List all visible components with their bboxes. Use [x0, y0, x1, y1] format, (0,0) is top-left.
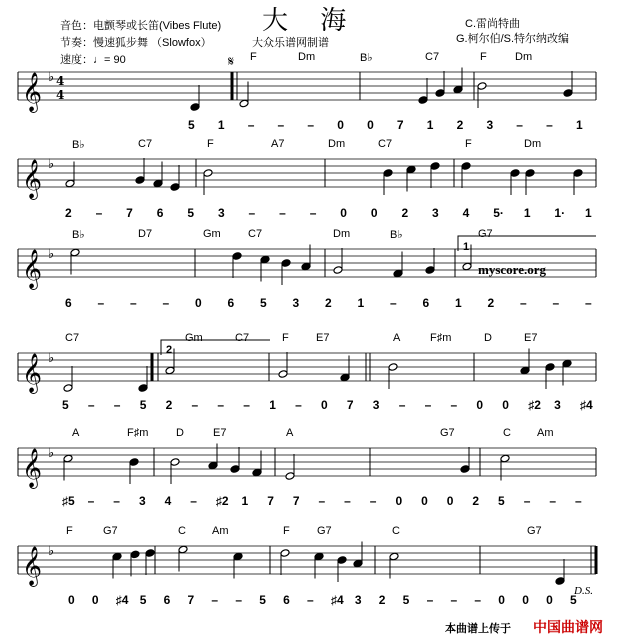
note-head [340, 373, 350, 382]
chord-symbol: F♯m [127, 427, 149, 439]
chord-symbol: Dm [328, 138, 346, 150]
jianpu-note: 7 [126, 206, 133, 220]
jianpu-note: 7 [346, 398, 354, 412]
score-title: 大 海 [262, 6, 359, 36]
note-head [232, 252, 242, 261]
jianpu-note: ♯4 [115, 593, 129, 607]
jianpu-note: 3 [292, 296, 300, 310]
jianpu-note: – [97, 296, 105, 310]
jianpu-note: ♯2 [528, 398, 541, 412]
jianpu-note: 6 [227, 296, 235, 310]
jianpu-note: 0 [340, 206, 347, 220]
jianpu-note: 3 [432, 206, 439, 220]
jianpu-note: 7 [267, 494, 274, 508]
jianpu-note: – [585, 296, 592, 310]
jianpu-note: 5· [493, 206, 504, 220]
rhythm-info: 节奏：慢速狐步舞 （Slowfox） [60, 37, 212, 49]
chord-symbol: F [207, 138, 214, 150]
note-head [563, 89, 573, 98]
jianpu-note: – [217, 398, 225, 412]
jianpu-note: 3 [217, 206, 225, 220]
jianpu-note: 2 [65, 206, 72, 220]
jianpu-note: 3 [354, 593, 362, 607]
chord-symbol: C7 [248, 228, 263, 240]
note-head [477, 82, 487, 91]
jianpu-note: 2 [487, 296, 495, 310]
jianpu-note: 6 [283, 593, 290, 607]
jianpu-note: 6 [156, 206, 164, 220]
note-head [138, 384, 148, 393]
jianpu-note: 5 [570, 593, 577, 607]
jianpu-note: – [546, 118, 553, 132]
jianpu-note: 2 [401, 206, 409, 220]
chord-symbol: Dm [524, 138, 542, 150]
jianpu-note: – [450, 398, 458, 412]
jianpu-note: – [424, 398, 432, 412]
jianpu-note: 5 [188, 118, 195, 132]
jianpu-note: – [162, 296, 170, 310]
chord-symbol: C [178, 525, 186, 537]
jianpu-note: 0 [498, 593, 505, 607]
jianpu-note: – [87, 494, 95, 508]
jianpu-note: 1 [585, 206, 592, 220]
jianpu-note: – [248, 206, 256, 220]
note-head [555, 577, 565, 586]
jianpu-note: – [549, 494, 557, 508]
jianpu-note: 1 [576, 118, 583, 132]
chord-symbol: B♭ [390, 229, 403, 241]
jianpu-note: 0 [321, 398, 328, 412]
treble-clef-icon: 𝄞 [22, 249, 43, 289]
jianpu-note: – [398, 398, 406, 412]
note-head [170, 458, 180, 467]
note-head [63, 384, 73, 393]
flat-sign: ♭ [48, 247, 55, 263]
jianpu-note: 5 [402, 593, 410, 607]
jianpu-note: – [390, 296, 397, 310]
jianpu-note: – [516, 118, 523, 132]
staff-lines [18, 54, 596, 587]
jianpu-note: 5 [62, 398, 69, 412]
chord-symbol: Dm [298, 51, 316, 63]
note-head [153, 179, 163, 188]
flat-sign: ♭ [48, 446, 55, 462]
note-head [393, 269, 403, 278]
jianpu-note: – [295, 398, 302, 412]
note-head [130, 550, 140, 559]
jianpu-note: 1 [523, 206, 531, 220]
jianpu-note: – [235, 593, 243, 607]
jianpu-note: – [318, 494, 326, 508]
jianpu-note: – [211, 593, 219, 607]
jianpu-note: 1 [269, 398, 276, 412]
jianpu-note: – [575, 494, 582, 508]
chord-symbol: A7 [271, 138, 285, 150]
jianpu-note: – [369, 494, 377, 508]
note-head [203, 169, 213, 178]
note-head [389, 552, 399, 561]
jianpu-note: 5 [187, 206, 195, 220]
chord-symbol: F [283, 525, 290, 537]
jianpu-note: 7 [292, 494, 300, 508]
chord-symbol: B♭ [360, 52, 373, 64]
chord-symbol: Am [212, 525, 229, 537]
note-head [430, 162, 440, 171]
note-head [383, 169, 393, 178]
jianpu-note: 1 [241, 494, 249, 508]
note-head [135, 176, 145, 185]
jianpu-note: – [191, 398, 199, 412]
chord-symbol: A [72, 427, 80, 439]
chord-symbol: A [393, 332, 401, 344]
time-signature-top: 4 [56, 74, 65, 88]
jianpu-note: – [307, 118, 315, 132]
jianpu-note: 2 [456, 118, 464, 132]
chord-symbol: G7 [478, 228, 493, 240]
jianpu-note: – [113, 398, 121, 412]
jianpu-note: 1 [426, 118, 434, 132]
treble-clef-icon: 𝄞 [22, 72, 43, 112]
jianpu-note: 6 [163, 593, 171, 607]
composer-info: C.雷尚特曲 [465, 18, 520, 30]
jianpu-note: 5 [260, 296, 267, 310]
jianpu-note: 0 [421, 494, 428, 508]
note-head [545, 363, 555, 372]
jianpu-note: 0 [522, 593, 529, 607]
ds-mark: D.S. [574, 585, 593, 597]
note-head [260, 255, 270, 264]
jianpu-note: – [474, 593, 482, 607]
chord-symbol: F [480, 51, 487, 63]
jianpu-note: ♯4 [580, 398, 593, 412]
jianpu-note: 6 [65, 296, 72, 310]
chord-symbol: E7 [213, 427, 227, 439]
chord-symbol: G7 [440, 427, 455, 439]
note-head [129, 458, 139, 467]
note-head [233, 552, 243, 561]
chord-symbol: F [282, 332, 289, 344]
jianpu-note: 0 [337, 118, 344, 132]
jianpu-note: 1· [554, 206, 566, 220]
jianpu-note: – [130, 296, 137, 310]
jianpu-note: 5 [139, 398, 147, 412]
jianpu-note: ♯2 [215, 494, 229, 508]
jianpu-note: 3 [138, 494, 146, 508]
note-head [280, 549, 290, 558]
jianpu-note: – [95, 206, 103, 220]
flat-sign: ♭ [48, 157, 55, 173]
jianpu-note: – [552, 296, 560, 310]
chord-symbol: C7 [235, 332, 250, 344]
note-head [460, 465, 470, 474]
jianpu-note: ♯4 [330, 593, 344, 607]
note-head [453, 85, 463, 94]
jianpu-note: – [523, 494, 531, 508]
jianpu-note: 5 [498, 494, 505, 508]
jianpu-note: 4 [164, 494, 172, 508]
note-head [525, 169, 535, 178]
tempo-label: 速度： [60, 54, 93, 66]
jianpu-note: 4 [462, 206, 470, 220]
note-head [112, 552, 122, 561]
arranger-info: G.柯尔伯/S.特尔纳改编 [456, 33, 570, 45]
jianpu-note: 6 [422, 296, 430, 310]
chord-symbol: D7 [138, 228, 153, 240]
jianpu-note: 0 [367, 118, 374, 132]
chord-symbol: G7 [527, 525, 542, 537]
note-head [252, 468, 262, 477]
flat-sign: ♭ [48, 544, 55, 560]
jianpu-note: – [243, 398, 250, 412]
jianpu-note: – [87, 398, 95, 412]
jianpu-note: – [277, 118, 285, 132]
note-head [178, 545, 188, 554]
chord-symbol: Gm [185, 332, 203, 344]
jianpu-note: 1 [455, 296, 462, 310]
jianpu-note: 7 [187, 593, 195, 607]
note-head [333, 266, 343, 275]
chord-symbol: B♭ [72, 229, 85, 241]
volta-2-label: 2 [166, 344, 173, 356]
jianpu-note: – [247, 118, 255, 132]
note-head [353, 559, 363, 568]
chord-symbol: Gm [203, 228, 221, 240]
note-head [281, 259, 291, 268]
jianpu-note: 0 [195, 296, 202, 310]
treble-clef-icon: 𝄞 [22, 353, 43, 393]
jianpu-note: 5 [139, 593, 147, 607]
note-head [435, 89, 445, 98]
jianpu-note: 0 [446, 494, 454, 508]
note-head [425, 266, 435, 275]
note-head [562, 359, 572, 368]
jianpu-note: 2 [165, 398, 173, 412]
jianpu-note: 0 [476, 398, 484, 412]
note-head [239, 99, 249, 108]
note-head [70, 248, 80, 257]
chord-symbol: D [484, 332, 492, 344]
segno-icon: 𝄋 [228, 54, 235, 70]
treble-clef-icon: 𝄞 [22, 546, 43, 586]
jianpu-note: – [426, 593, 434, 607]
jianpu-note: 0 [502, 398, 509, 412]
note-head [406, 165, 416, 174]
note-head [285, 472, 295, 481]
chord-symbol: B♭ [72, 139, 85, 151]
jianpu-note: 0 [370, 206, 378, 220]
note-head [170, 183, 180, 192]
watermark-text: myscore.org [478, 262, 546, 277]
note-head [165, 366, 175, 375]
note-head [462, 262, 472, 271]
jianpu-note: – [520, 296, 527, 310]
jianpu-note: 7 [396, 118, 404, 132]
chord-symbol: G7 [103, 525, 118, 537]
jianpu-note: 3 [372, 398, 380, 412]
chord-symbol: F [465, 138, 472, 150]
treble-clef-icon: 𝄞 [22, 448, 43, 488]
jianpu-note: – [279, 206, 286, 220]
note-head [301, 262, 311, 271]
chord-symbol: F♯m [430, 332, 452, 344]
jianpu-note: 2 [325, 296, 332, 310]
footer-uploaded: 本曲谱上传于 [445, 623, 511, 635]
jianpu-note: – [450, 593, 458, 607]
chord-symbol: Am [537, 427, 554, 439]
jianpu-note: 2 [378, 593, 386, 607]
jianpu-note: 3 [554, 398, 561, 412]
note-head [145, 549, 155, 558]
chord-symbol: F [250, 51, 257, 63]
note-head [510, 169, 520, 178]
time-signature-bottom: 4 [56, 88, 65, 102]
jianpu-note: 1 [357, 296, 365, 310]
jianpu-note: 2 [472, 494, 480, 508]
chord-symbol: Dm [333, 228, 351, 240]
jianpu-note: 5 [259, 593, 266, 607]
jianpu-note: ♯5 [62, 494, 75, 508]
chord-symbol: C7 [138, 138, 153, 150]
note-head [208, 461, 218, 470]
note-head [65, 179, 75, 188]
chord-symbol: E7 [524, 332, 538, 344]
jianpu-note: – [344, 494, 351, 508]
jianpu-note: 3 [486, 118, 494, 132]
note-head [500, 454, 510, 463]
note-head [190, 103, 200, 112]
jianpu-note: 0 [68, 593, 75, 607]
chord-symbol: Dm [515, 51, 533, 63]
chord-symbol: D [176, 427, 184, 439]
jianpu-note: – [309, 206, 317, 220]
note-head [418, 96, 428, 105]
site-logo[interactable]: 中国曲谱网 [533, 619, 603, 635]
jianpu-note: 0 [395, 494, 403, 508]
note-head [278, 370, 288, 379]
chord-symbol: E7 [316, 332, 330, 344]
volta-1-label: 1 [463, 241, 470, 253]
jianpu-note: 1 [217, 118, 225, 132]
note-head [63, 454, 73, 463]
chord-symbol: C7 [425, 51, 440, 63]
jianpu-note: – [190, 494, 197, 508]
chord-symbol: A [286, 427, 294, 439]
note-head [461, 162, 471, 171]
tempo-value: ♩= 90 [93, 54, 126, 66]
jianpu-note: 0 [546, 593, 553, 607]
treble-clef-icon: 𝄞 [22, 159, 43, 199]
jianpu-note: – [307, 593, 314, 607]
flat-sign: ♭ [48, 70, 55, 86]
note-head [337, 556, 347, 565]
note-head [520, 366, 530, 375]
timbre-info: 音色：电颤琴或长笛(Vibes Flute) [60, 20, 222, 32]
note-head [230, 465, 240, 474]
jianpu-note: – [113, 494, 120, 508]
chord-symbol: C [392, 525, 400, 537]
chord-symbol: G7 [317, 525, 332, 537]
note-head [314, 552, 324, 561]
flat-sign: ♭ [48, 351, 55, 367]
note-head [573, 169, 583, 178]
chord-symbol: C [503, 427, 511, 439]
chord-symbol: F [66, 525, 73, 537]
jianpu-note: 0 [91, 593, 99, 607]
chord-symbol: C7 [378, 138, 393, 150]
producer-info: 大众乐谱网制谱 [252, 37, 329, 49]
chord-symbol: C7 [65, 332, 80, 344]
note-head [388, 363, 398, 372]
